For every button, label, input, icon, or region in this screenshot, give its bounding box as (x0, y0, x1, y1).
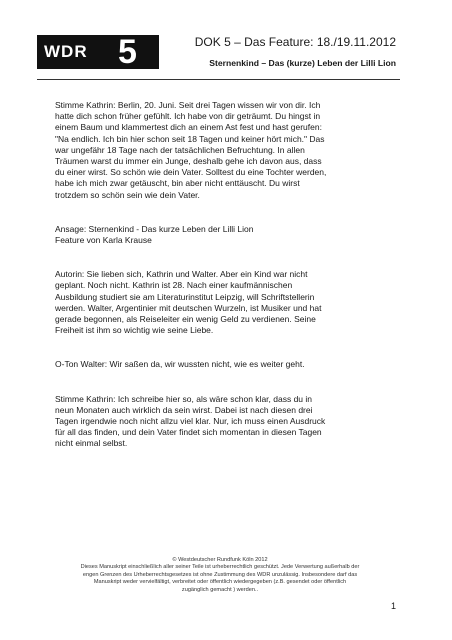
text-line: Feature von Karla Krause (55, 235, 152, 246)
text-line: du einer wirst. So schön wie dein Vater. Solltest du eine Tochter werden, (55, 167, 327, 178)
header-divider (37, 79, 400, 80)
text-line: hatte dich schon früher gefühlt. Ich habe von dir geträumt. Du hingst in (55, 111, 321, 122)
paragraph-autorin (55, 269, 405, 336)
text-line: Autorin: Sie lieben sich, Kathrin und Walter. Aber ein Kind war nicht (55, 269, 308, 280)
text-line: Tagen irgendwie noch nicht allzu viel klar. Nur, ich muss einen Ausdruck (55, 416, 326, 427)
wdr5-logo (37, 35, 159, 69)
paragraph-oton-walter (55, 359, 405, 370)
footer-line: engen Grenzen des Urheberrechtsgesetzes ist ohne Zustimmung des WDR unzulässig. Insbesondere darf das (82, 571, 358, 578)
footer-line: Manuskript weder vervielfältigt, verbreitet oder öffentlich wiedergegeben (z.B. gesendet oder öffentlich (93, 579, 347, 586)
footer-line: zugänglich gemacht ) werden.. (181, 586, 259, 593)
header-title: DOK 5 – Das Feature: 18./19.11.2012 (194, 35, 396, 49)
paragraph-stimme-kathrin-1 (55, 100, 405, 201)
logo-text: WDR (44, 42, 88, 61)
text-line: "Na endlich. Ich bin hier schon seit 18 Tagen und keiner hört mich." Das (55, 133, 325, 144)
paragraph-ansage (55, 224, 405, 246)
text-line: habe ich mich zwar getäuscht, bin aber nicht enttäuscht. Du wirst (55, 178, 300, 189)
text-line: Träumen warst du immer ein Junge, deshalb gehe ich davon aus, dass (55, 156, 322, 167)
text-line: geplant. Noch nicht. Kathrin ist 28. Nach einer kaufmännischen (55, 280, 293, 291)
footer-line: Dieses Manuskript einschließlich aller seiner Teile ist urheberrechtlich geschützt. Jede Verwertung außerhalb der (80, 564, 360, 571)
text-line: O-Ton Walter: Wir saßen da, wir wussten nicht, wie es weiter geht. (55, 359, 305, 370)
text-line: Stimme Kathrin: Berlin, 20. Juni. Seit drei Tagen wissen wir von dir. Ich (55, 100, 321, 110)
logo-number: 5 (118, 33, 137, 71)
text-line: für all das finden, und dein Vater findet sich momentan in diesen Tagen (55, 427, 322, 438)
paragraph-stimme-kathrin-2 (55, 394, 405, 450)
text-line: Ansage: Sternenkind - Das kurze Leben der Lilli Lion (55, 223, 254, 234)
text-line: Stimme Kathrin: Ich schreibe hier so, als wäre schon klar, dass du in (55, 393, 313, 404)
text-line: einem Baum und klammertest dich an einem Ast fest und hast gerufen: (55, 122, 322, 133)
text-line: war ungefähr 18 Tage nach der tatsächlichen Befruchtung. In allen (55, 144, 305, 155)
manuscript-body (55, 100, 405, 450)
header-subtitle: Sternenkind – Das (kurze) Leben der Lilli Lion (209, 58, 396, 68)
text-line: Ausbildung studiert sie am Literaturinstitut Leipzig, will Schriftstellerin (55, 291, 315, 302)
text-line: nicht einmal selbst. (55, 438, 128, 449)
text-line: neun Monaten auch wirklich da sein wirst. Dabei ist nach diesen drei (55, 404, 313, 415)
page-number: 1 (390, 601, 396, 611)
text-line: Freiheit ist ihm so wichtig wie seine Liebe. (55, 325, 214, 336)
text-line: werden. Walter, Argentinier mit deutschen Wurzeln, ist Musiker und hat (55, 302, 322, 313)
copyright-footer (30, 557, 410, 594)
footer-line: © Westdeutscher Rundfunk Köln 2012 (172, 557, 268, 563)
text-line: gerade begonnen, als Reiseleiter ein wenig Geld zu verdienen. Seine (55, 314, 316, 325)
text-line: trotzdem so schön sein wie dein Vater. (55, 189, 200, 200)
